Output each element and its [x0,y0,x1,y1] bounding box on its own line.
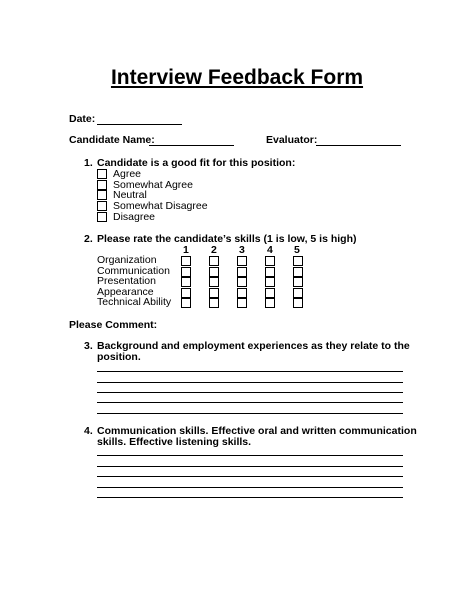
q3-answer-line[interactable] [97,402,403,403]
page-title: Interview Feedback Form [110,66,364,89]
q4-answer-line[interactable] [97,466,403,467]
date-field[interactable] [97,124,182,125]
rating-checkbox-2[interactable] [209,288,219,298]
scale-2-label: 2 [211,244,217,256]
rating-checkbox-1[interactable] [181,277,191,287]
please-comment-heading: Please Comment: [69,319,158,331]
q4-answer-line[interactable] [97,455,403,456]
checkbox[interactable] [97,169,107,179]
q1-options [97,169,208,222]
rating-checkbox-1[interactable] [181,267,191,277]
q3-answer-line[interactable] [97,382,403,383]
q3-number: 3. [84,340,93,352]
rating-checkbox-5[interactable] [293,298,303,308]
rating-checkbox-3[interactable] [237,267,247,277]
checkbox[interactable] [97,212,107,222]
q3-text-line1: Background and employment experiences as they relate to the [97,340,410,352]
rating-checkbox-2[interactable] [209,298,219,308]
rating-checkbox-1[interactable] [181,298,191,308]
q1-option-disagree[interactable] [97,211,208,222]
q4-number: 4. [84,425,93,437]
rating-checkbox-2[interactable] [209,256,219,266]
q4-answer-line[interactable] [97,487,403,488]
rating-checkbox-3[interactable] [237,298,247,308]
rating-checkbox-3[interactable] [237,288,247,298]
date-label: Date: [69,113,96,125]
rating-checkbox-3[interactable] [237,256,247,266]
q3-answer-line[interactable] [97,371,403,372]
skill-label: Presentation [97,275,156,288]
skill-label: Organization [97,254,157,266]
rating-checkbox-2[interactable] [209,277,219,287]
scale-3-label: 3 [239,244,245,256]
skill-label: Technical Ability [97,296,172,309]
q3-answer-line[interactable] [97,392,403,393]
scale-1-label: 1 [183,244,189,256]
checkbox[interactable] [97,201,107,211]
q3-text-line2: position. [97,351,141,363]
rating-checkbox-5[interactable] [293,256,303,266]
rating-checkbox-5[interactable] [293,267,303,277]
rating-checkbox-1[interactable] [181,288,191,298]
option-label: Somewhat Agree [113,178,193,191]
checkbox[interactable] [97,190,107,200]
option-label: Disagree [113,210,156,223]
q1-text: Candidate is a good fit for this position: [97,157,296,169]
candidate-name-field[interactable] [149,145,234,146]
q4-answer-line[interactable] [97,497,403,498]
option-label: Somewhat Disagree [113,200,208,213]
scale-4-label: 4 [267,244,273,256]
rating-checkbox-4[interactable] [265,267,275,277]
rating-checkbox-4[interactable] [265,288,275,298]
rating-checkbox-1[interactable] [181,256,191,266]
q4-text-line1: Communication skills. Effective oral and written communication [97,425,417,437]
q3-answer-line[interactable] [97,413,403,414]
rating-checkbox-2[interactable] [209,267,219,277]
option-label: Neutral [113,189,147,202]
q2-number: 2. [84,233,93,245]
skill-label: Appearance [97,285,154,298]
skills-grid [97,255,317,308]
rating-checkbox-5[interactable] [293,277,303,287]
option-label: Agree [113,168,142,181]
rating-checkbox-5[interactable] [293,288,303,298]
checkbox[interactable] [97,180,107,190]
rating-checkbox-4[interactable] [265,298,275,308]
scale-5-label: 5 [294,244,300,256]
skill-label: Communication [97,264,170,277]
candidate-name-label: Candidate Name: [69,134,155,146]
evaluator-field[interactable] [316,145,401,146]
rating-checkbox-4[interactable] [265,277,275,287]
skill-row-technical-ability [97,297,317,308]
rating-checkbox-3[interactable] [237,277,247,287]
q4-text-line2: skills. Effective listening skills. [97,436,252,448]
q1-number: 1. [84,157,93,169]
q2-text: Please rate the candidate’s skills (1 is low, 5 is high) [97,233,357,245]
q4-answer-line[interactable] [97,476,403,477]
rating-checkbox-4[interactable] [265,256,275,266]
evaluator-label: Evaluator: [266,134,318,146]
